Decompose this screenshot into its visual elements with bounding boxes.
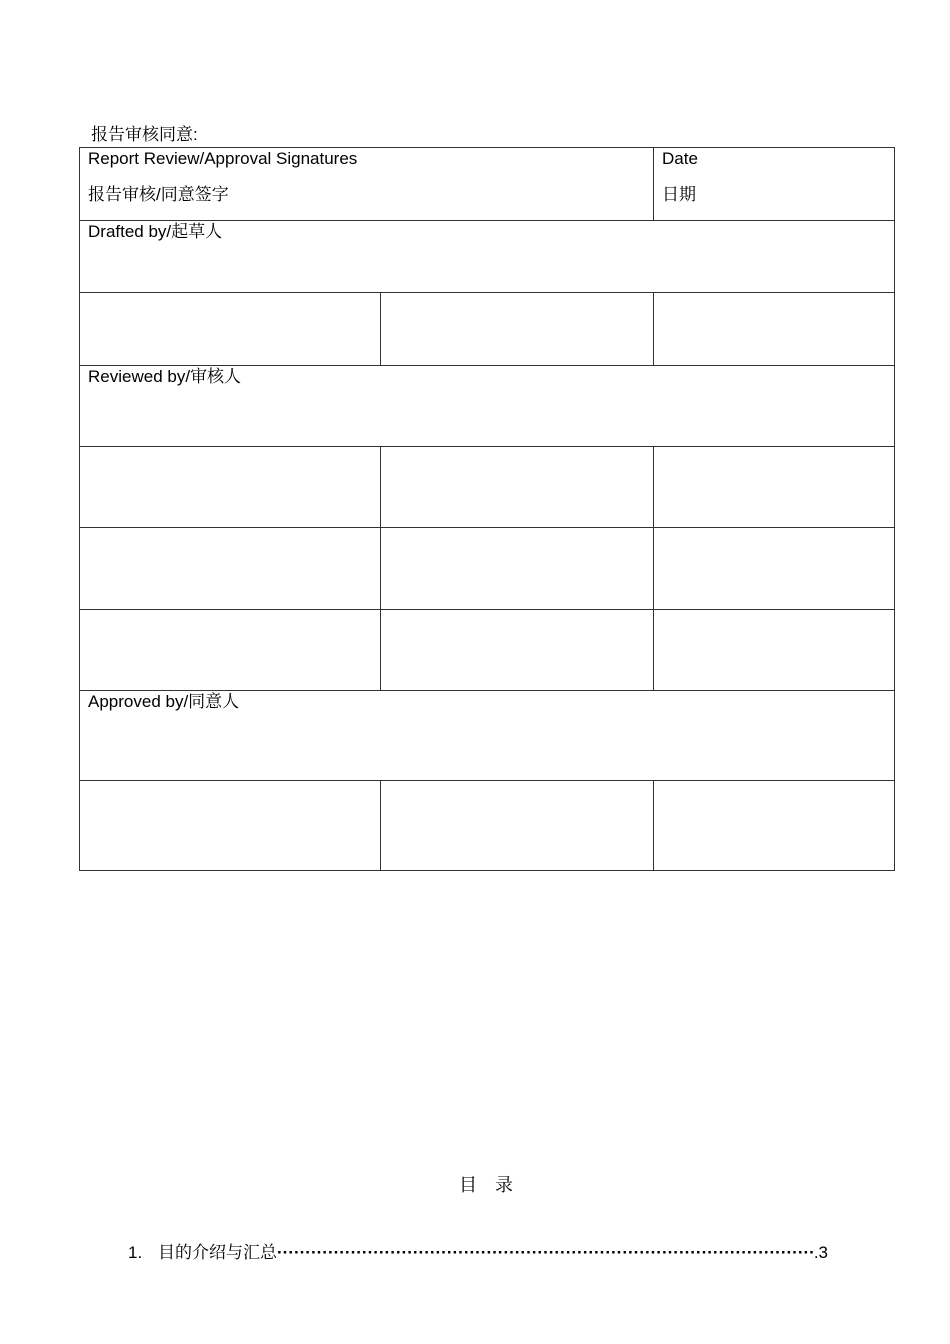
reviewed-date-cell[interactable] xyxy=(654,610,895,691)
date-header-en: Date xyxy=(662,149,698,168)
reviewed-signature-cell[interactable] xyxy=(381,610,654,691)
approved-signature-cell[interactable] xyxy=(381,781,654,871)
toc-entry[interactable] xyxy=(128,1242,828,1264)
approved-name-cell[interactable] xyxy=(80,781,381,871)
reviewed-name-cell[interactable] xyxy=(80,610,381,691)
date-header-cell xyxy=(654,148,895,221)
drafted-date-cell[interactable] xyxy=(654,293,895,366)
reviewed-by-label: Reviewed by/审核人 xyxy=(80,366,895,447)
reviewed-signature-cell[interactable] xyxy=(381,447,654,528)
reviewed-signature-row xyxy=(80,447,895,528)
toc-entry-number: 1. xyxy=(128,1243,143,1262)
toc-entry-page: .3 xyxy=(813,1243,828,1262)
approved-section-row xyxy=(80,691,895,781)
drafted-signature-cell[interactable] xyxy=(381,293,654,366)
approval-heading: 报告审核同意: xyxy=(91,125,198,144)
reviewed-date-cell[interactable] xyxy=(654,447,895,528)
reviewed-signature-row xyxy=(80,610,895,691)
approved-signature-row xyxy=(80,781,895,871)
drafted-signature-row xyxy=(80,293,895,366)
reviewed-name-cell[interactable] xyxy=(80,528,381,610)
drafted-by-label: Drafted by/起草人 xyxy=(80,221,895,293)
signatures-header-cn: 报告审核/同意签字 xyxy=(88,185,229,204)
date-header-cn: 日期 xyxy=(662,185,696,204)
reviewed-signature-row xyxy=(80,528,895,610)
table-header-row xyxy=(80,148,895,221)
reviewed-section-row xyxy=(80,366,895,447)
signatures-header-en: Report Review/Approval Signatures xyxy=(88,149,358,168)
drafted-section-row xyxy=(80,221,895,293)
toc-title: 目录 xyxy=(459,1175,531,1195)
drafted-name-cell[interactable] xyxy=(80,293,381,366)
signature-table xyxy=(79,147,895,871)
reviewed-signature-cell[interactable] xyxy=(381,528,654,610)
approved-by-label: Approved by/同意人 xyxy=(80,691,895,781)
reviewed-name-cell[interactable] xyxy=(80,447,381,528)
signatures-header-cell xyxy=(80,148,654,221)
reviewed-date-cell[interactable] xyxy=(654,528,895,610)
approved-date-cell[interactable] xyxy=(654,781,895,871)
toc-dot-leader xyxy=(277,1242,814,1264)
toc-entry-label: 目的介绍与汇总 xyxy=(158,1243,277,1262)
